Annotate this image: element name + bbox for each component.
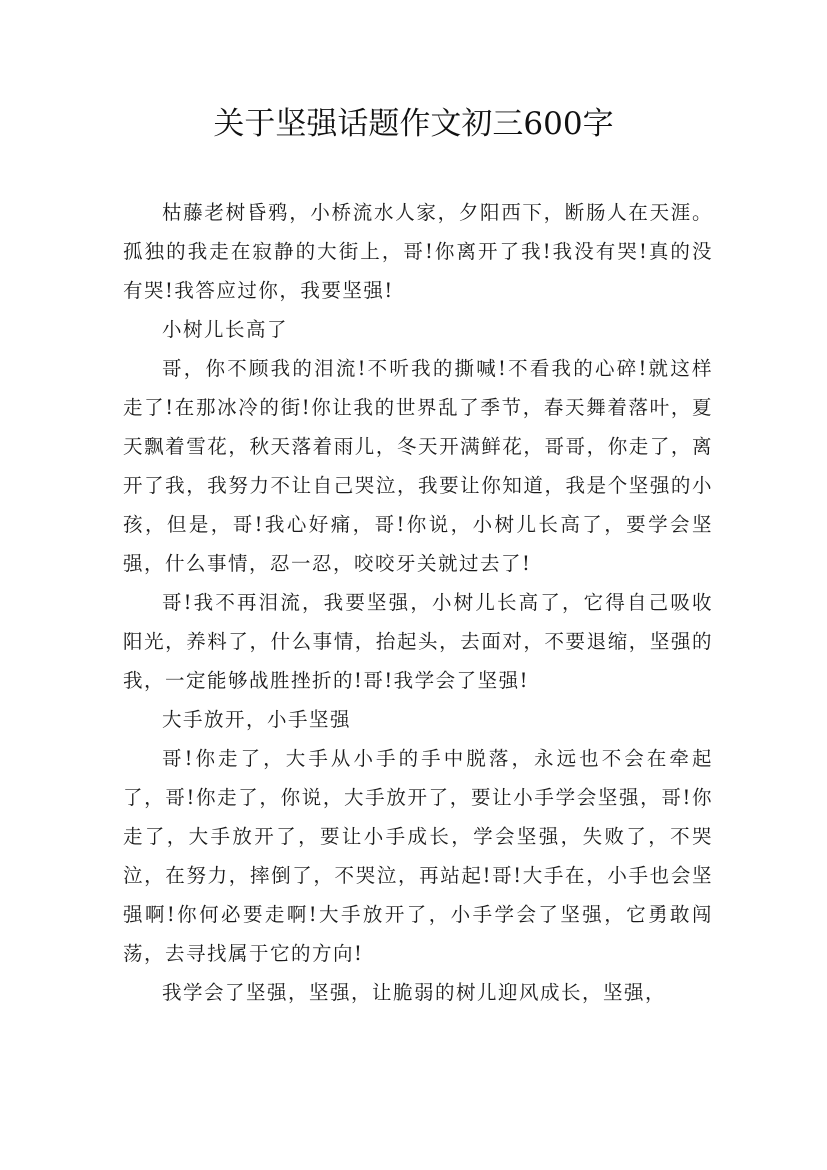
- paragraph-2-subheading: 小树儿长高了: [162, 318, 289, 341]
- paragraph-6: 哥!你走了，大手从小手的手中脱落，永远也不会在牵起了，哥!你走了，你说，大手放开了，要让小手学会坚强，哥!你走了，大手放开了，要让小手成长，学会坚强，失败了，不哭泣，在努力，摔倒了，不哭泣，再站起!哥!大手在，小手也会坚强啊!你何必要走啊!大手放开了，小手学会了坚强，它勇敢闯荡，去寻找属于它的方向!: [123, 747, 713, 965]
- paragraph-3: 哥，你不顾我的泪流!不听我的撕喊!不看我的心碎!就这样走了!在那冰冷的街!你让我的世界乱了季节，春天舞着落叶，夏天飘着雪花，秋天落着雨儿，冬天开满鲜花，哥哥，你走了，离开了我，我努力不让自己哭泣，我要让你知道，我是个坚强的小孩，但是，哥!我心好痛，哥!你说，小树儿长高了，要学会坚强，什么事情，忍一忍，咬咬牙关就过去了!: [123, 357, 713, 575]
- paragraph-1: 枯藤老树昏鸦，小桥流水人家，夕阳西下，断肠人在天涯。孤独的我走在寂静的大街上，哥!你离开了我!我没有哭!真的没有哭!我答应过你，我要坚强!: [123, 201, 713, 302]
- paragraph-7: 我学会了坚强，坚强，让脆弱的树儿迎风成长，坚强，: [162, 981, 667, 1004]
- document-title: 关于坚强话题作文初三600字: [213, 106, 614, 142]
- document-body: [123, 193, 713, 1012]
- paragraph-4: 哥!我不再泪流，我要坚强，小树儿长高了，它得自己吸收阳光，养料了，什么事情，抬起头，去面对，不要退缩，坚强的我，一定能够战胜挫折的!哥!我学会了坚强!: [123, 591, 713, 692]
- paragraph-5-subheading: 大手放开，小手坚强: [162, 708, 352, 731]
